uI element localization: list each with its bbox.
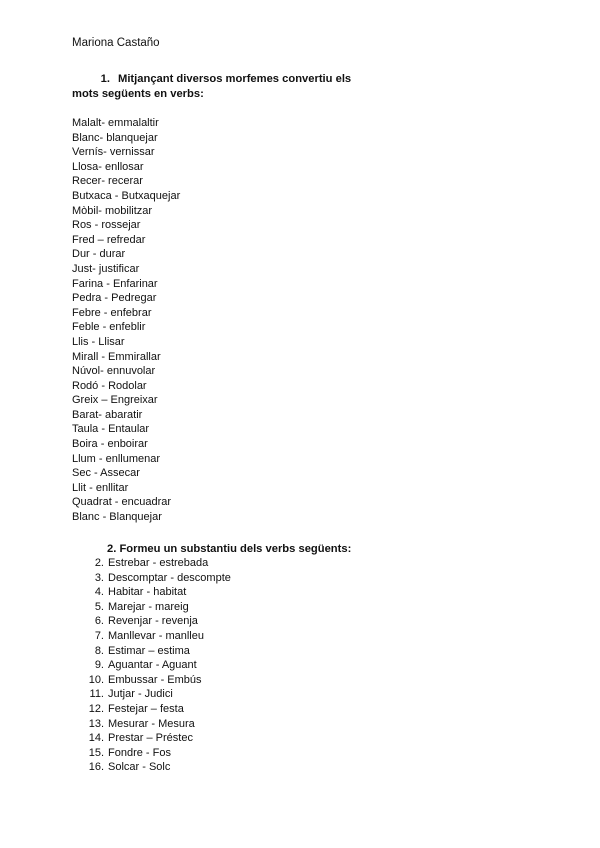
list-item-text: Habitar - habitat: [108, 586, 187, 599]
list-item-number: 6.: [94, 615, 104, 628]
list-item: Llum - enllumenar: [72, 452, 161, 465]
list-item: Blanc- blanquejar: [72, 131, 158, 144]
list-item-text: Fondre - Fos: [108, 746, 171, 759]
list-item-text: Aguantar - Aguant: [108, 659, 197, 672]
list-item: Recer- recerar: [72, 175, 143, 188]
list-item: [86, 746, 231, 761]
list-item-text: Solcar - Solc: [108, 761, 171, 774]
list-item: Boira - enboirar: [72, 438, 148, 451]
list-item-text: Manllevar - manlleu: [108, 629, 204, 642]
list-item: [86, 731, 231, 746]
list-item: Taula - Entaular: [72, 423, 150, 436]
section1-number: 1.: [100, 73, 110, 85]
list-item-text: Mesurar - Mesura: [108, 717, 195, 730]
list-item: [86, 658, 231, 673]
list-item: Feble - enfeblir: [72, 321, 146, 334]
list-item-number: 14.: [88, 732, 104, 745]
list-item: Sec - Assecar: [72, 467, 140, 480]
list-item: Greix – Engreixar: [72, 394, 158, 407]
list-item: Blanc - Blanquejar: [72, 511, 162, 524]
list-item: [86, 614, 231, 629]
list-item-number: 8.: [94, 644, 104, 657]
list-item-text: Revenjar - revenja: [108, 615, 198, 628]
list-item: Quadrat - encuadrar: [72, 496, 172, 509]
list-item: Vernís- vernissar: [72, 146, 155, 159]
list-item-number: 4.: [94, 586, 104, 599]
list-item: Núvol- ennuvolar: [72, 365, 156, 378]
list-item: Ros - rossejar: [72, 219, 141, 232]
list-item: [86, 571, 231, 586]
list-item-number: 9.: [94, 659, 104, 672]
list-item-number: 5.: [94, 600, 104, 613]
list-item: Rodó - Rodolar: [72, 379, 147, 392]
list-item: Mirall - Emmirallar: [72, 350, 161, 363]
section2-list: [86, 556, 231, 775]
list-item-text: Festejar – festa: [108, 702, 184, 715]
list-item-text: Descomptar - descompte: [108, 571, 231, 584]
list-item: [86, 585, 231, 600]
list-item-text: Prestar – Préstec: [108, 732, 193, 745]
section1-title-line2: mots següents en verbs:: [72, 87, 204, 100]
list-item-number: 10.: [88, 673, 104, 686]
list-item: Farina - Enfarinar: [72, 277, 158, 290]
list-item: Fred – refredar: [72, 233, 146, 246]
list-item: Mòbil- mobilitzar: [72, 204, 153, 217]
list-item: Barat- abaratir: [72, 408, 143, 421]
list-item: [86, 702, 231, 717]
list-item: Llosa- enllosar: [72, 160, 144, 173]
list-item: Just- justificar: [72, 262, 140, 275]
section2-heading: 2. Formeu un substantiu dels verbs següents:: [107, 543, 352, 555]
list-item: Llis - Llisar: [72, 335, 125, 348]
section1-list: [72, 116, 180, 525]
list-item-number: 13.: [88, 717, 104, 730]
list-item-text: Marejar - mareig: [108, 600, 189, 613]
list-item: [86, 600, 231, 615]
list-item-number: 2.: [94, 557, 104, 569]
list-item: [86, 629, 231, 644]
list-item: Malalt- emmalaltir: [72, 117, 159, 129]
list-item: Pedra - Pedregar: [72, 292, 157, 305]
list-item: Butxaca - Butxaquejar: [72, 189, 181, 202]
list-item: [86, 556, 231, 571]
list-item-number: 11.: [89, 688, 104, 701]
list-item: [86, 644, 231, 659]
list-item-text: Estrebar - estrebada: [108, 557, 209, 569]
list-item: Febre - enfebrar: [72, 306, 152, 319]
list-item-number: 7.: [94, 629, 104, 642]
list-item-number: 15.: [88, 746, 104, 759]
list-item-number: 12.: [88, 702, 104, 715]
list-item: [86, 673, 231, 688]
section1-title-line1: Mitjançant diversos morfemes convertiu els: [118, 73, 352, 85]
list-item: [86, 717, 231, 732]
list-item-text: Estimar – estima: [108, 644, 190, 657]
author-name: Mariona Castaño: [72, 37, 160, 49]
list-item: [86, 760, 231, 775]
list-item-number: 3.: [94, 571, 104, 584]
section1-heading: [72, 72, 372, 101]
list-item: Dur - durar: [72, 248, 126, 261]
list-item: [86, 687, 231, 702]
list-item-text: Jutjar - Judici: [108, 688, 173, 701]
list-item: Llit - enllitar: [72, 481, 129, 494]
list-item-number: 16.: [88, 761, 104, 774]
list-item-text: Embussar - Embús: [108, 673, 202, 686]
